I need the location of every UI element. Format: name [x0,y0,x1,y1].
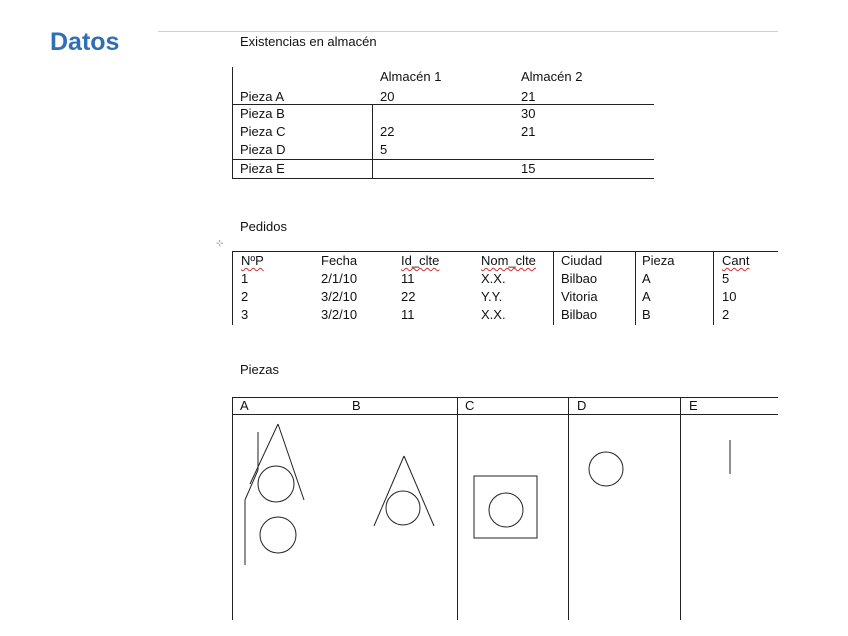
orders-header-ciudad: Ciudad [561,253,603,268]
piece-b-drawing [374,456,434,526]
stock-header-almacen-1: Almacén 1 [380,69,442,84]
piece-d-circle [589,452,623,486]
stock-row-a2: 30 [521,106,536,121]
orders-header-pieza: Pieza [642,253,675,268]
orders-cell: 1 [241,271,249,286]
stock-row-a1: 5 [380,142,388,157]
pieces-header-d: D [577,398,587,413]
piece-a-drawing [245,424,304,565]
piece-c-square [474,476,537,538]
stock-row-a2: 15 [521,161,536,176]
stock-row-name: Pieza E [240,161,285,176]
orders-cell: B [642,307,651,322]
orders-header-id-clte: Id_clte [401,253,440,268]
orders-cell: 11 [401,271,415,286]
stock-row-name: Pieza A [240,89,285,104]
stock-row-name: Pieza C [240,124,286,139]
piece-c-drawing [474,476,537,538]
orders-cell: Bilbao [561,271,598,286]
orders-cell: 2 [722,307,730,322]
orders-header-np: NºP [241,253,264,268]
pieces-caption: Piezas [240,362,280,377]
stock-row-a1: 20 [380,89,395,104]
pieces-header-e: E [689,398,698,413]
orders-cell: 3 [241,307,249,322]
orders-header-fecha: Fecha [321,253,358,268]
orders-cell: 5 [722,271,730,286]
piece-a-slant-line [245,470,258,500]
stock-row-a1: 22 [380,124,395,139]
stock-row-a2: 21 [521,89,536,104]
orders-cell: X.X. [481,271,506,286]
orders-cell: A [642,289,651,304]
stock-header-almacen-2: Almacén 2 [521,69,583,84]
pieces-header-c: C [465,398,475,413]
orders-cell: 2 [241,289,249,304]
stock-row-name: Pieza B [240,106,285,121]
piece-a-roof-left [250,424,278,484]
piece-d-drawing [589,452,623,486]
piece-b-circle [386,491,420,525]
orders-cell: 3/2/10 [321,289,358,304]
piece-a-roof-right [278,424,304,500]
orders-caption: Pedidos [240,219,287,234]
pieces-header-b: B [352,398,361,413]
piece-c-circle [489,493,523,527]
orders-cell: Bilbao [561,307,598,322]
stock-caption: Existencias en almacén [240,34,377,49]
orders-cell: 10 [722,289,737,304]
orders-cell: Y.Y. [481,289,503,304]
pieces-header-a: A [240,398,249,413]
piece-a-circle-top [258,466,294,502]
orders-cell: X.X. [481,307,506,322]
stock-row-a2: 21 [521,124,536,139]
piece-a-circle-bottom [260,517,296,553]
orders-cell: 22 [401,289,416,304]
orders-cell: 3/2/10 [321,307,358,322]
slide-title: Datos [50,28,120,56]
orders-cell: 2/1/10 [321,271,358,286]
table-anchor-icon[interactable]: ⊹ [216,238,224,248]
orders-cell: Vitoria [561,289,598,304]
orders-cell: 11 [401,307,415,322]
piece-b-roof-right [404,456,434,526]
orders-header-cant: Cant [722,253,750,268]
orders-cell: A [642,271,651,286]
stock-row-name: Pieza D [240,142,286,157]
orders-header-nom-clte: Nom_clte [481,253,536,268]
